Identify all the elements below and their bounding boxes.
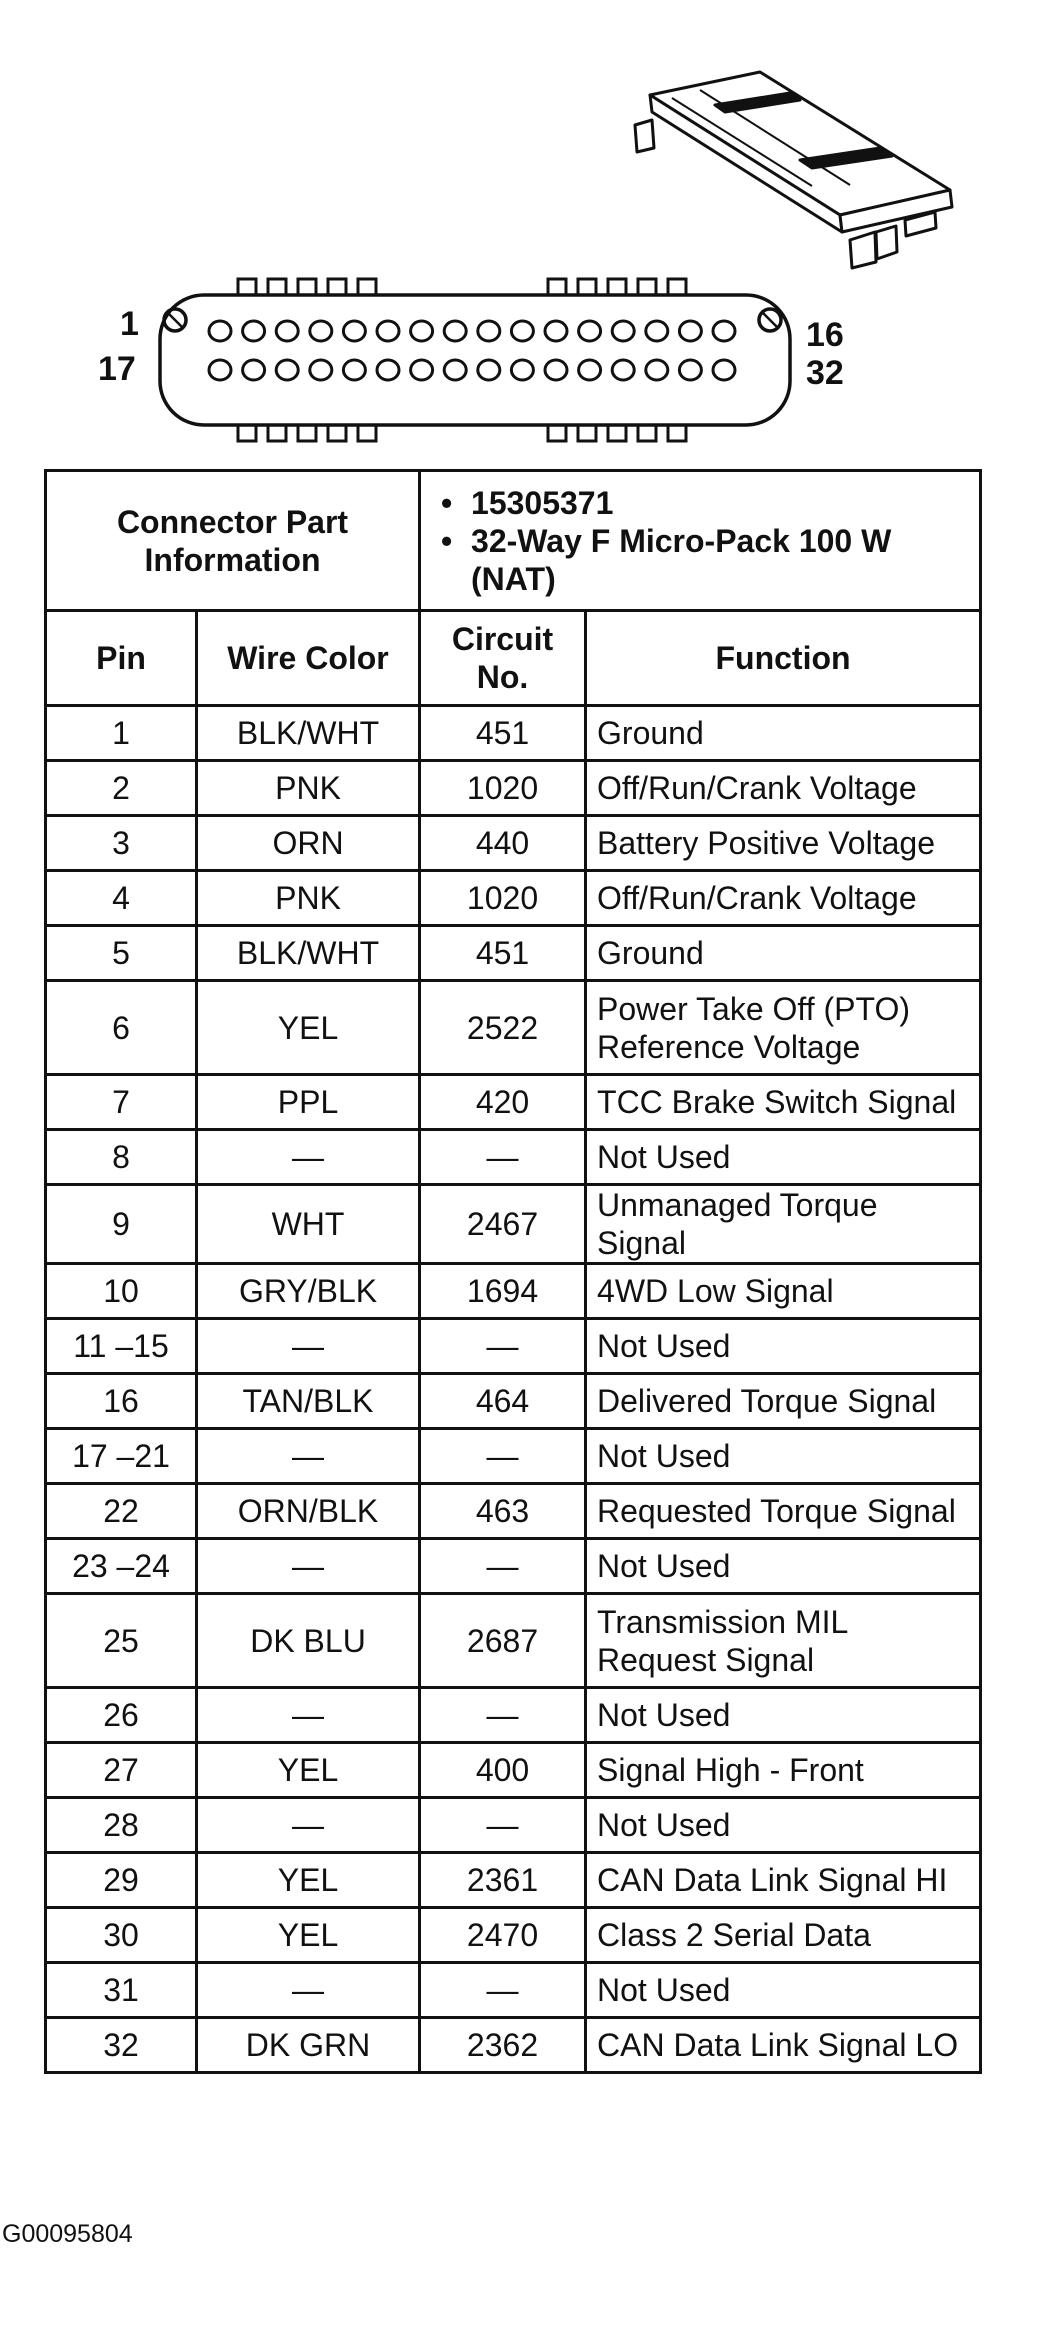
wire-color-cell: — (197, 1963, 420, 2018)
table-row (46, 1908, 981, 1963)
pin-cell: 28 (46, 1798, 197, 1853)
function-cell: 4WD Low Signal (586, 1264, 981, 1319)
table-row (46, 2018, 981, 2073)
circuit-cell: 1020 (420, 761, 586, 816)
circuit-cell: 463 (420, 1484, 586, 1539)
circuit-cell: — (420, 1798, 586, 1853)
wire-color-cell: GRY/BLK (197, 1264, 420, 1319)
function-cell: CAN Data Link Signal HI (586, 1853, 981, 1908)
function-cell: Not Used (586, 1130, 981, 1185)
circuit-cell: 2470 (420, 1908, 586, 1963)
wire-color-cell: — (197, 1429, 420, 1484)
table-row (46, 1484, 981, 1539)
function-cell: Transmission MIL Request Signal (586, 1594, 981, 1688)
circuit-cell: 420 (420, 1075, 586, 1130)
function-cell: Not Used (586, 1688, 981, 1743)
function-cell: Off/Run/Crank Voltage (586, 871, 981, 926)
circuit-cell: — (420, 1963, 586, 2018)
table-row (46, 1075, 981, 1130)
pin-cell: 26 (46, 1688, 197, 1743)
circuit-cell: 1694 (420, 1264, 586, 1319)
circuit-cell: 2687 (420, 1594, 586, 1688)
wire-color-cell: YEL (197, 1743, 420, 1798)
wire-color-cell: DK BLU (197, 1594, 420, 1688)
pin-cell: 32 (46, 2018, 197, 2073)
wire-color-cell: — (197, 1539, 420, 1594)
table-row (46, 1185, 981, 1264)
wire-color-cell: — (197, 1688, 420, 1743)
circuit-cell: — (420, 1319, 586, 1374)
pin-cell: 29 (46, 1853, 197, 1908)
function-cell: Signal High - Front (586, 1743, 981, 1798)
pin-cell: 4 (46, 871, 197, 926)
pin-cell: 31 (46, 1963, 197, 2018)
table-row (46, 1594, 981, 1688)
connector-face (160, 279, 790, 441)
figure-id: G00095804 (2, 2220, 133, 2248)
circuit-cell: — (420, 1539, 586, 1594)
pin-cell: 17 –21 (46, 1429, 197, 1484)
wire-color-cell: DK GRN (197, 2018, 420, 2073)
table-row (46, 1429, 981, 1484)
table-row (46, 926, 981, 981)
pin-cell: 16 (46, 1374, 197, 1429)
wire-color-cell: PNK (197, 871, 420, 926)
circuit-cell: 2467 (420, 1185, 586, 1264)
circuit-cell: 451 (420, 706, 586, 761)
function-cell: Not Used (586, 1798, 981, 1853)
pin-cell: 23 –24 (46, 1539, 197, 1594)
table-row (46, 1539, 981, 1594)
pin-cell: 5 (46, 926, 197, 981)
table-row (46, 981, 981, 1075)
pin-cell: 25 (46, 1594, 197, 1688)
table-row (46, 1264, 981, 1319)
part-number: • 15305371 (441, 484, 969, 522)
header-wire-color: Wire Color (197, 611, 420, 706)
function-cell: Ground (586, 926, 981, 981)
connector-part-info (420, 471, 981, 611)
circuit-cell: 440 (420, 816, 586, 871)
table-row (46, 1798, 981, 1853)
wire-color-cell: YEL (197, 981, 420, 1075)
circuit-cell: 2361 (420, 1853, 586, 1908)
table-row (46, 871, 981, 926)
table-row (46, 1374, 981, 1429)
table-row (46, 1688, 981, 1743)
table-header (46, 611, 981, 706)
wire-color-cell: BLK/WHT (197, 706, 420, 761)
wire-color-cell: PPL (197, 1075, 420, 1130)
pin-cell: 7 (46, 1075, 197, 1130)
pin-cell: 30 (46, 1908, 197, 1963)
pinout-table (44, 469, 982, 2074)
circuit-cell: 2362 (420, 2018, 586, 2073)
table-row (46, 1743, 981, 1798)
circuit-cell: 2522 (420, 981, 586, 1075)
function-cell: Not Used (586, 1963, 981, 2018)
connector-3d-icon (635, 72, 952, 268)
function-cell: Unmanaged Torque Signal (586, 1185, 981, 1264)
wire-color-cell: TAN/BLK (197, 1374, 420, 1429)
connector-diagram (0, 0, 1045, 470)
circuit-cell: 464 (420, 1374, 586, 1429)
wire-color-cell: BLK/WHT (197, 926, 420, 981)
wire-color-cell: YEL (197, 1908, 420, 1963)
pin-cell: 10 (46, 1264, 197, 1319)
function-cell: Requested Torque Signal (586, 1484, 981, 1539)
connector-type: • 32-Way F Micro-Pack 100 W (NAT) (441, 522, 969, 598)
connector-info-row (46, 471, 981, 611)
circuit-cell: — (420, 1429, 586, 1484)
function-cell: Not Used (586, 1319, 981, 1374)
header-circuit: Circuit No. (420, 611, 586, 706)
function-cell: Not Used (586, 1429, 981, 1484)
pin-cell: 3 (46, 816, 197, 871)
function-cell: Delivered Torque Signal (586, 1374, 981, 1429)
function-cell: Ground (586, 706, 981, 761)
circuit-cell: — (420, 1130, 586, 1185)
connector-illustration (0, 0, 1045, 470)
wire-color-cell: — (197, 1319, 420, 1374)
pin-cell: 6 (46, 981, 197, 1075)
pin-cell: 9 (46, 1185, 197, 1264)
wire-color-cell: PNK (197, 761, 420, 816)
circuit-cell: 400 (420, 1743, 586, 1798)
circuit-cell: — (420, 1688, 586, 1743)
function-cell: Off/Run/Crank Voltage (586, 761, 981, 816)
table-row (46, 761, 981, 816)
pin-label-17: 17 (98, 350, 136, 388)
wire-color-cell: YEL (197, 1853, 420, 1908)
function-cell: Not Used (586, 1539, 981, 1594)
wire-color-cell: ORN (197, 816, 420, 871)
table-row (46, 816, 981, 871)
wire-color-cell: — (197, 1798, 420, 1853)
pin-cell: 2 (46, 761, 197, 816)
header-pin: Pin (46, 611, 197, 706)
pin-cell: 27 (46, 1743, 197, 1798)
function-cell: TCC Brake Switch Signal (586, 1075, 981, 1130)
header-function: Function (586, 611, 981, 706)
function-cell: CAN Data Link Signal LO (586, 2018, 981, 2073)
pin-cell: 22 (46, 1484, 197, 1539)
circuit-cell: 1020 (420, 871, 586, 926)
pin-cell: 8 (46, 1130, 197, 1185)
circuit-cell: 451 (420, 926, 586, 981)
connector-info-title: Connector Part Information (46, 471, 420, 611)
wire-color-cell: ORN/BLK (197, 1484, 420, 1539)
pin-label-32: 32 (806, 354, 844, 392)
pin-label-1: 1 (120, 305, 139, 343)
pin-label-16: 16 (806, 316, 844, 354)
wire-color-cell: WHT (197, 1185, 420, 1264)
table-row (46, 1319, 981, 1374)
table-row (46, 706, 981, 761)
wire-color-cell: — (197, 1130, 420, 1185)
function-cell: Class 2 Serial Data (586, 1908, 981, 1963)
table-row (46, 1853, 981, 1908)
pin-cell: 11 –15 (46, 1319, 197, 1374)
table-row (46, 1963, 981, 2018)
function-cell: Power Take Off (PTO) Reference Voltage (586, 981, 981, 1075)
function-cell: Battery Positive Voltage (586, 816, 981, 871)
pin-cell: 1 (46, 706, 197, 761)
table-row (46, 1130, 981, 1185)
